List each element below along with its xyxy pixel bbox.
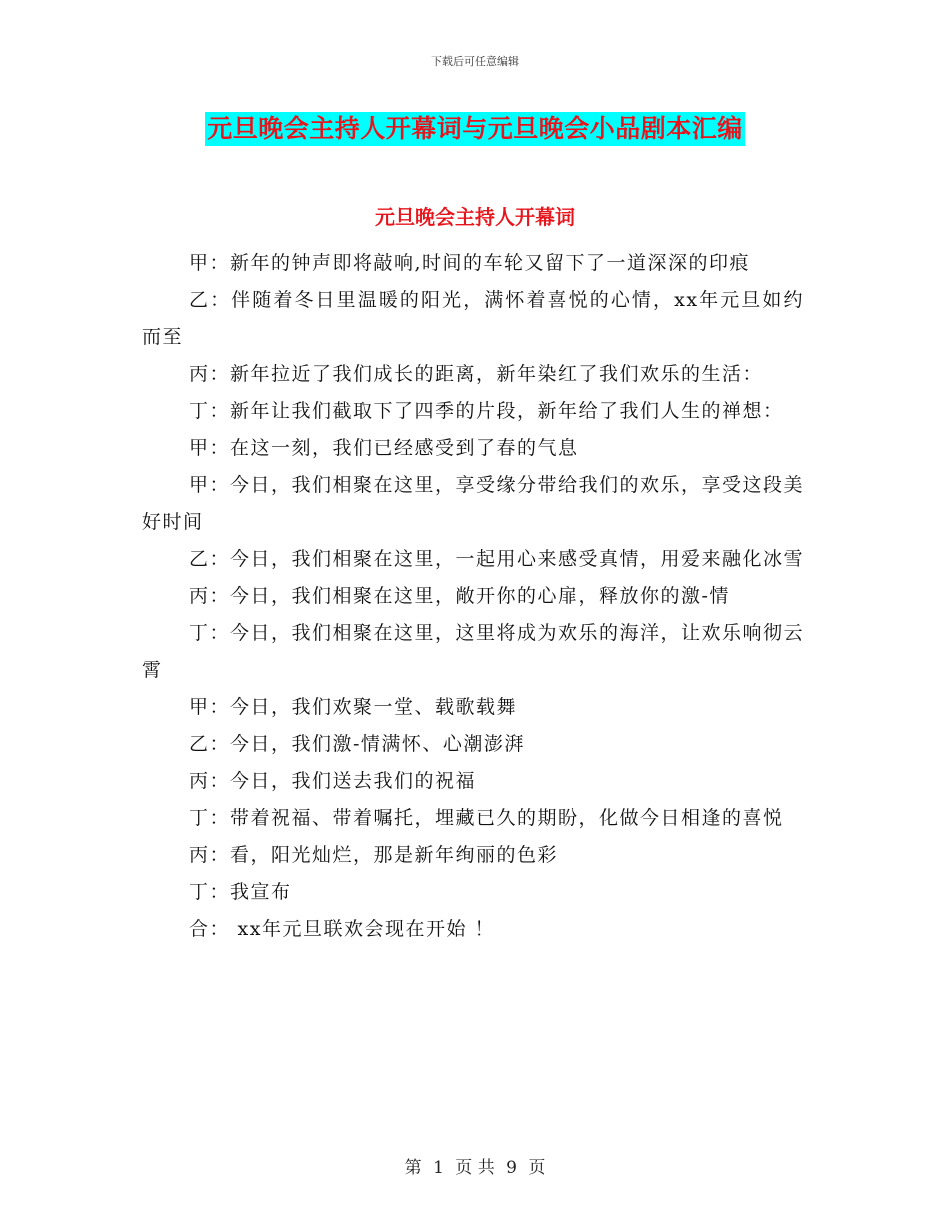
- footer-total-pages: 9: [506, 1158, 517, 1178]
- script-body: [142, 245, 804, 948]
- script-line: 丁：今日，我们相聚在这里，这里将成为欢乐的海洋，让欢乐响彻云霄: [142, 622, 805, 681]
- script-line: 丁：带着祝福、带着嘱托，埋藏已久的期盼，化做今日相逢的喜悦: [189, 807, 784, 829]
- script-line: 乙：伴随着冬日里温暖的阳光，满怀着喜悦的心情，xx年元旦如约而至: [142, 289, 804, 348]
- script-line: 丙：看，阳光灿烂，那是新年绚丽的色彩: [189, 844, 559, 866]
- section-title: 元旦晚会主持人开幕词: [375, 205, 575, 229]
- header-note: 下载后可任意编辑: [431, 55, 519, 68]
- footer-middle: 页 共: [455, 1158, 495, 1178]
- document-title: 元旦晚会主持人开幕词与元旦晚会小品剧本汇编: [205, 112, 745, 146]
- script-line: 甲：新年的钟声即将敲响,时间的车轮又留下了一道深深的印痕: [189, 252, 751, 274]
- footer-suffix: 页: [528, 1158, 546, 1178]
- script-line: 甲：今日，我们相聚在这里，享受缘分带给我们的欢乐，享受这段美好时间: [142, 474, 805, 533]
- script-line: 乙：今日，我们激-情满怀、心潮澎湃: [189, 733, 525, 755]
- main-title-container: [0, 112, 950, 146]
- page-footer: [0, 1153, 950, 1178]
- script-line: 甲：在这一刻，我们已经感受到了春的气息: [189, 437, 579, 459]
- script-line: 甲：今日，我们欢聚一堂、载歌载舞: [189, 696, 518, 718]
- script-line: 丁：新年让我们截取下了四季的片段，新年给了我们人生的禅想：: [189, 400, 784, 422]
- script-line: 合： xx年元旦联欢会现在开始 ！: [189, 918, 496, 940]
- script-line: 丙：今日，我们送去我们的祝福: [189, 770, 477, 792]
- script-line: 丁：我宣布: [189, 881, 292, 903]
- script-line: 乙：今日，我们相聚在这里，一起用心来感受真情，用爱来融化冰雪: [189, 548, 805, 570]
- script-line: 丙：今日，我们相聚在这里，敞开你的心扉，释放你的激-情: [189, 585, 730, 607]
- script-line: 丙：新年拉近了我们成长的距离，新年染红了我们欢乐的生活：: [189, 363, 764, 385]
- footer-page-number: 1: [433, 1158, 444, 1178]
- footer-prefix: 第: [404, 1158, 422, 1178]
